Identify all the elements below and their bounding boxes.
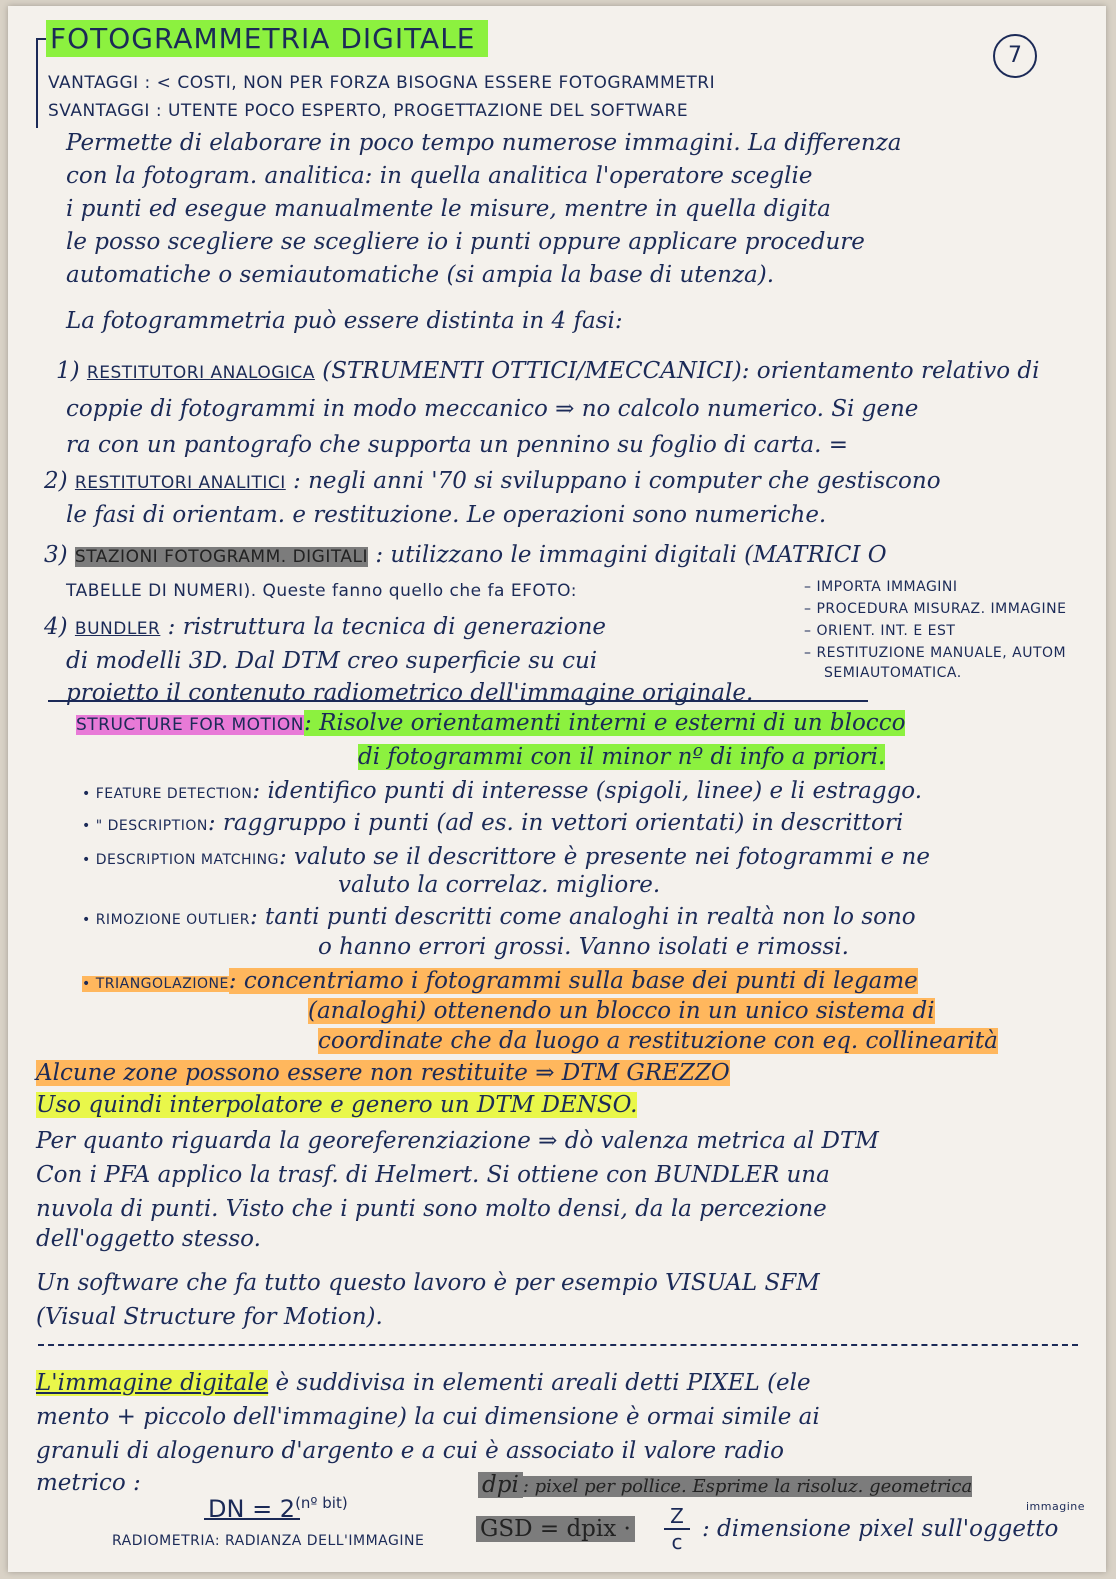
bullet-triangolazione-label: • TRIANGOLAZIONE [82, 976, 229, 992]
phase-1-line-1 [56, 356, 1039, 388]
after-sfm-line-8: (Visual Structure for Motion). [36, 1304, 383, 1330]
phase-3-text: : utilizzano le immagini digitali (MATRICI O [375, 542, 887, 568]
bullet-outlier-text: : tanti punti descritti come analoghi in realtà non lo sono [250, 904, 916, 930]
phase-4-number: 4) [44, 614, 68, 640]
phase-2-line-2: le fasi di orientam. e restituzione. Le operazioni sono numeriche. [66, 502, 827, 528]
intro-line-3: i punti ed esegue manualmente le misure, mentre in quella digita [66, 196, 831, 222]
bullet-description-matching-cont: valuto la correlaz. migliore. [338, 872, 661, 898]
phase-4-term: BUNDLER [74, 619, 161, 639]
bullet-triangolazione-text-2: (analoghi) ottenendo un blocco in un unico sistema di [308, 998, 935, 1024]
gsd-fraction [664, 1504, 690, 1554]
phase-1-term: RESTITUTORI ANALOGICA [86, 363, 315, 383]
bullet-triangolazione-text-3: coordinate che da luogo a restituzione con eq. collinearità [318, 1028, 998, 1054]
after-sfm-line-6: dell'oggetto stesso. [36, 1226, 261, 1252]
intro-line-4: le posso scegliere se scegliere io i punti oppure applicare procedure [66, 229, 865, 255]
intro-line-6: La fotogrammetria può essere distinta in 4 fasi: [66, 308, 623, 334]
phase-1-line-2: coppie di fotogrammi in modo meccanico ⇒ no calcolo numerico. Si gene [66, 396, 919, 422]
bullet-triangolazione [82, 966, 918, 999]
gsd-denominator: c [671, 1530, 683, 1554]
phase-3-term: STAZIONI FOTOGRAMM. DIGITALI [74, 547, 369, 567]
bullet-outlier [82, 902, 916, 935]
phase-3-number: 3) [44, 542, 68, 568]
after-sfm-line-2 [36, 1090, 637, 1120]
after-sfm-line-1 [36, 1058, 730, 1088]
dn-formula-underline [204, 1518, 300, 1520]
radiometria-note: RADIOMETRIA: RADIANZA DELL'IMMAGINE [112, 1533, 425, 1549]
phase-2-line-1 [44, 466, 941, 498]
phase-4-line-2: di modelli 3D. Dal DTM creo superficie su cui [66, 648, 598, 674]
dtm-grezzo-text: Alcune zone possono essere non restituite ⇒ DTM GREZZO [36, 1060, 730, 1086]
bullet-outlier-label: • RIMOZIONE OUTLIER [82, 912, 250, 928]
bullet-triangolazione-cont-1 [308, 996, 935, 1026]
efoto-item-4: – RESTITUZIONE MANUALE, AUTOM [804, 645, 1067, 661]
dpi-text: : pixel per pollice. Esprime la risoluz. geometrica [522, 1476, 973, 1497]
sfm-line-1 [76, 708, 905, 740]
phase-4-rule [48, 700, 868, 702]
gsd-formula [476, 1514, 635, 1544]
page-title: FOTOGRAMMETRIA DIGITALE [46, 20, 488, 57]
phase-1-text: (STRUMENTI OTTICI/MECCANICI): orientamento relativo di [322, 358, 1040, 384]
phase-2-text: : negli anni '70 si sviluppano i computer che gestiscono [293, 468, 941, 494]
after-sfm-line-7: Un software che fa tutto questo lavoro è per esempio VISUAL SFM [36, 1270, 820, 1296]
efoto-item-2: – PROCEDURA MISURAZ. IMMAGINE [804, 601, 1067, 617]
phase-1-line-3: ra con un pantografo che supporta un pennino su foglio di carta. = [66, 432, 848, 458]
vantaggi-line: VANTAGGI : < COSTI, NON PER FORZA BISOGNA ESSERE FOTOGRAMMETRI [48, 73, 716, 93]
dpi-term: dpi [478, 1472, 523, 1498]
phase-1-number: 1) [56, 358, 80, 384]
dn-formula-exponent: (nº bit) [295, 1494, 348, 1512]
phase-2-number: 2) [44, 468, 68, 494]
digital-image-line-2: mento + piccolo dell'immagine) la cui dimensione è ormai simile ai [36, 1404, 820, 1430]
after-sfm-line-4: Con i PFA applico la trasf. di Helmert. Si ottiene con BUNDLER una [36, 1162, 830, 1188]
digital-image-line-4: metrico : [36, 1470, 141, 1496]
digital-image-line-3: granuli di alogenuro d'argento e a cui è associato il valore radio [36, 1438, 785, 1464]
bullet-description [82, 808, 903, 841]
bullet-description-label: • " DESCRIPTION [82, 818, 208, 834]
gsd-numerator: Z [664, 1504, 690, 1530]
dpi-line [478, 1470, 972, 1502]
dpi-extra: immagine [1026, 1500, 1086, 1513]
section-divider [38, 1344, 1078, 1346]
bullet-triangolazione-text: : concentriamo i fotogrammi sulla base dei punti di legame [228, 968, 918, 994]
bullet-outlier-cont: o hanno errori grossi. Vanno isolati e rimossi. [318, 934, 849, 960]
bullet-description-text: : raggruppo i punti (ad es. in vettori orientati) in descrittori [207, 810, 904, 836]
intro-line-1: Permette di elaborare in poco tempo numerose immagini. La differenza [66, 130, 902, 156]
phase-4-text: : ristruttura la tecnica di generazione [167, 614, 607, 640]
bullet-triangolazione-cont-2 [318, 1026, 998, 1056]
sfm-text-1: : Risolve orientamenti interni e esterni di un blocco [304, 710, 906, 736]
phase-2-term: RESTITUTORI ANALITICI [74, 473, 286, 493]
bullet-feature-detection [82, 776, 922, 809]
digital-image-term: L'immagine digitale [36, 1370, 269, 1396]
bullet-description-matching-label: • DESCRIPTION MATCHING [82, 852, 279, 868]
notebook-page [8, 6, 1106, 1572]
gsd-term: GSD = dpix · [476, 1516, 635, 1542]
intro-line-5: automatiche o semiautomatiche (si ampia la base di utenza). [66, 262, 775, 288]
intro-line-2: con la fotogram. analitica: in quella analitica l'operatore sceglie [66, 163, 813, 189]
after-sfm-line-5: nuvola di punti. Visto che i punti sono molto densi, da la percezione [36, 1196, 827, 1222]
bullet-feature-detection-text: : identifico punti di interesse (spigoli, linee) e li estraggo. [252, 778, 923, 804]
digital-image-text-1: è suddivisa in elementi areali detti PIXEL (ele [268, 1370, 811, 1396]
bullet-feature-detection-label: • FEATURE DETECTION [82, 786, 253, 802]
phase-4-line-1 [44, 612, 606, 644]
efoto-item-3: – ORIENT. INT. E EST [804, 623, 956, 639]
dtm-denso-text: Uso quindi interpolatore e genero un DTM DENSO. [36, 1092, 638, 1118]
phase-3-line-2-text: TABELLE DI NUMERI). Queste fanno quello che fa EFOTO: [66, 581, 577, 601]
bullet-description-matching-text: : valuto se il descrittore è presente nei fotogrammi e ne [278, 844, 930, 870]
sfm-term: STRUCTURE FOR MOTION [76, 715, 305, 735]
after-sfm-line-3: Per quanto riguarda la georeferenziazione ⇒ dò valenza metrica al DTM [36, 1128, 879, 1154]
phase-3-line-2 [66, 574, 577, 606]
sfm-text-2: di fotogrammi con il minor nº di info a priori. [358, 744, 886, 770]
phase-4-line-3: proietto il contenuto radiometrico dell'immagine originale. [66, 680, 754, 706]
svantaggi-line: SVANTAGGI : UTENTE POCO ESPERTO, PROGETTAZIONE DEL SOFTWARE [48, 101, 689, 121]
efoto-item-5: SEMIAUTOMATICA. [824, 665, 962, 681]
page-number: 7 [993, 34, 1037, 78]
sfm-line-2 [358, 742, 885, 772]
digital-image-line-1 [36, 1368, 811, 1398]
efoto-item-1: – IMPORTA IMMAGINI [804, 579, 958, 595]
dn-formula-base: DN = 2 [208, 1495, 296, 1523]
gsd-text: : dimensione pixel sull'oggetto [702, 1516, 1059, 1542]
phase-3-line-1 [44, 540, 887, 572]
